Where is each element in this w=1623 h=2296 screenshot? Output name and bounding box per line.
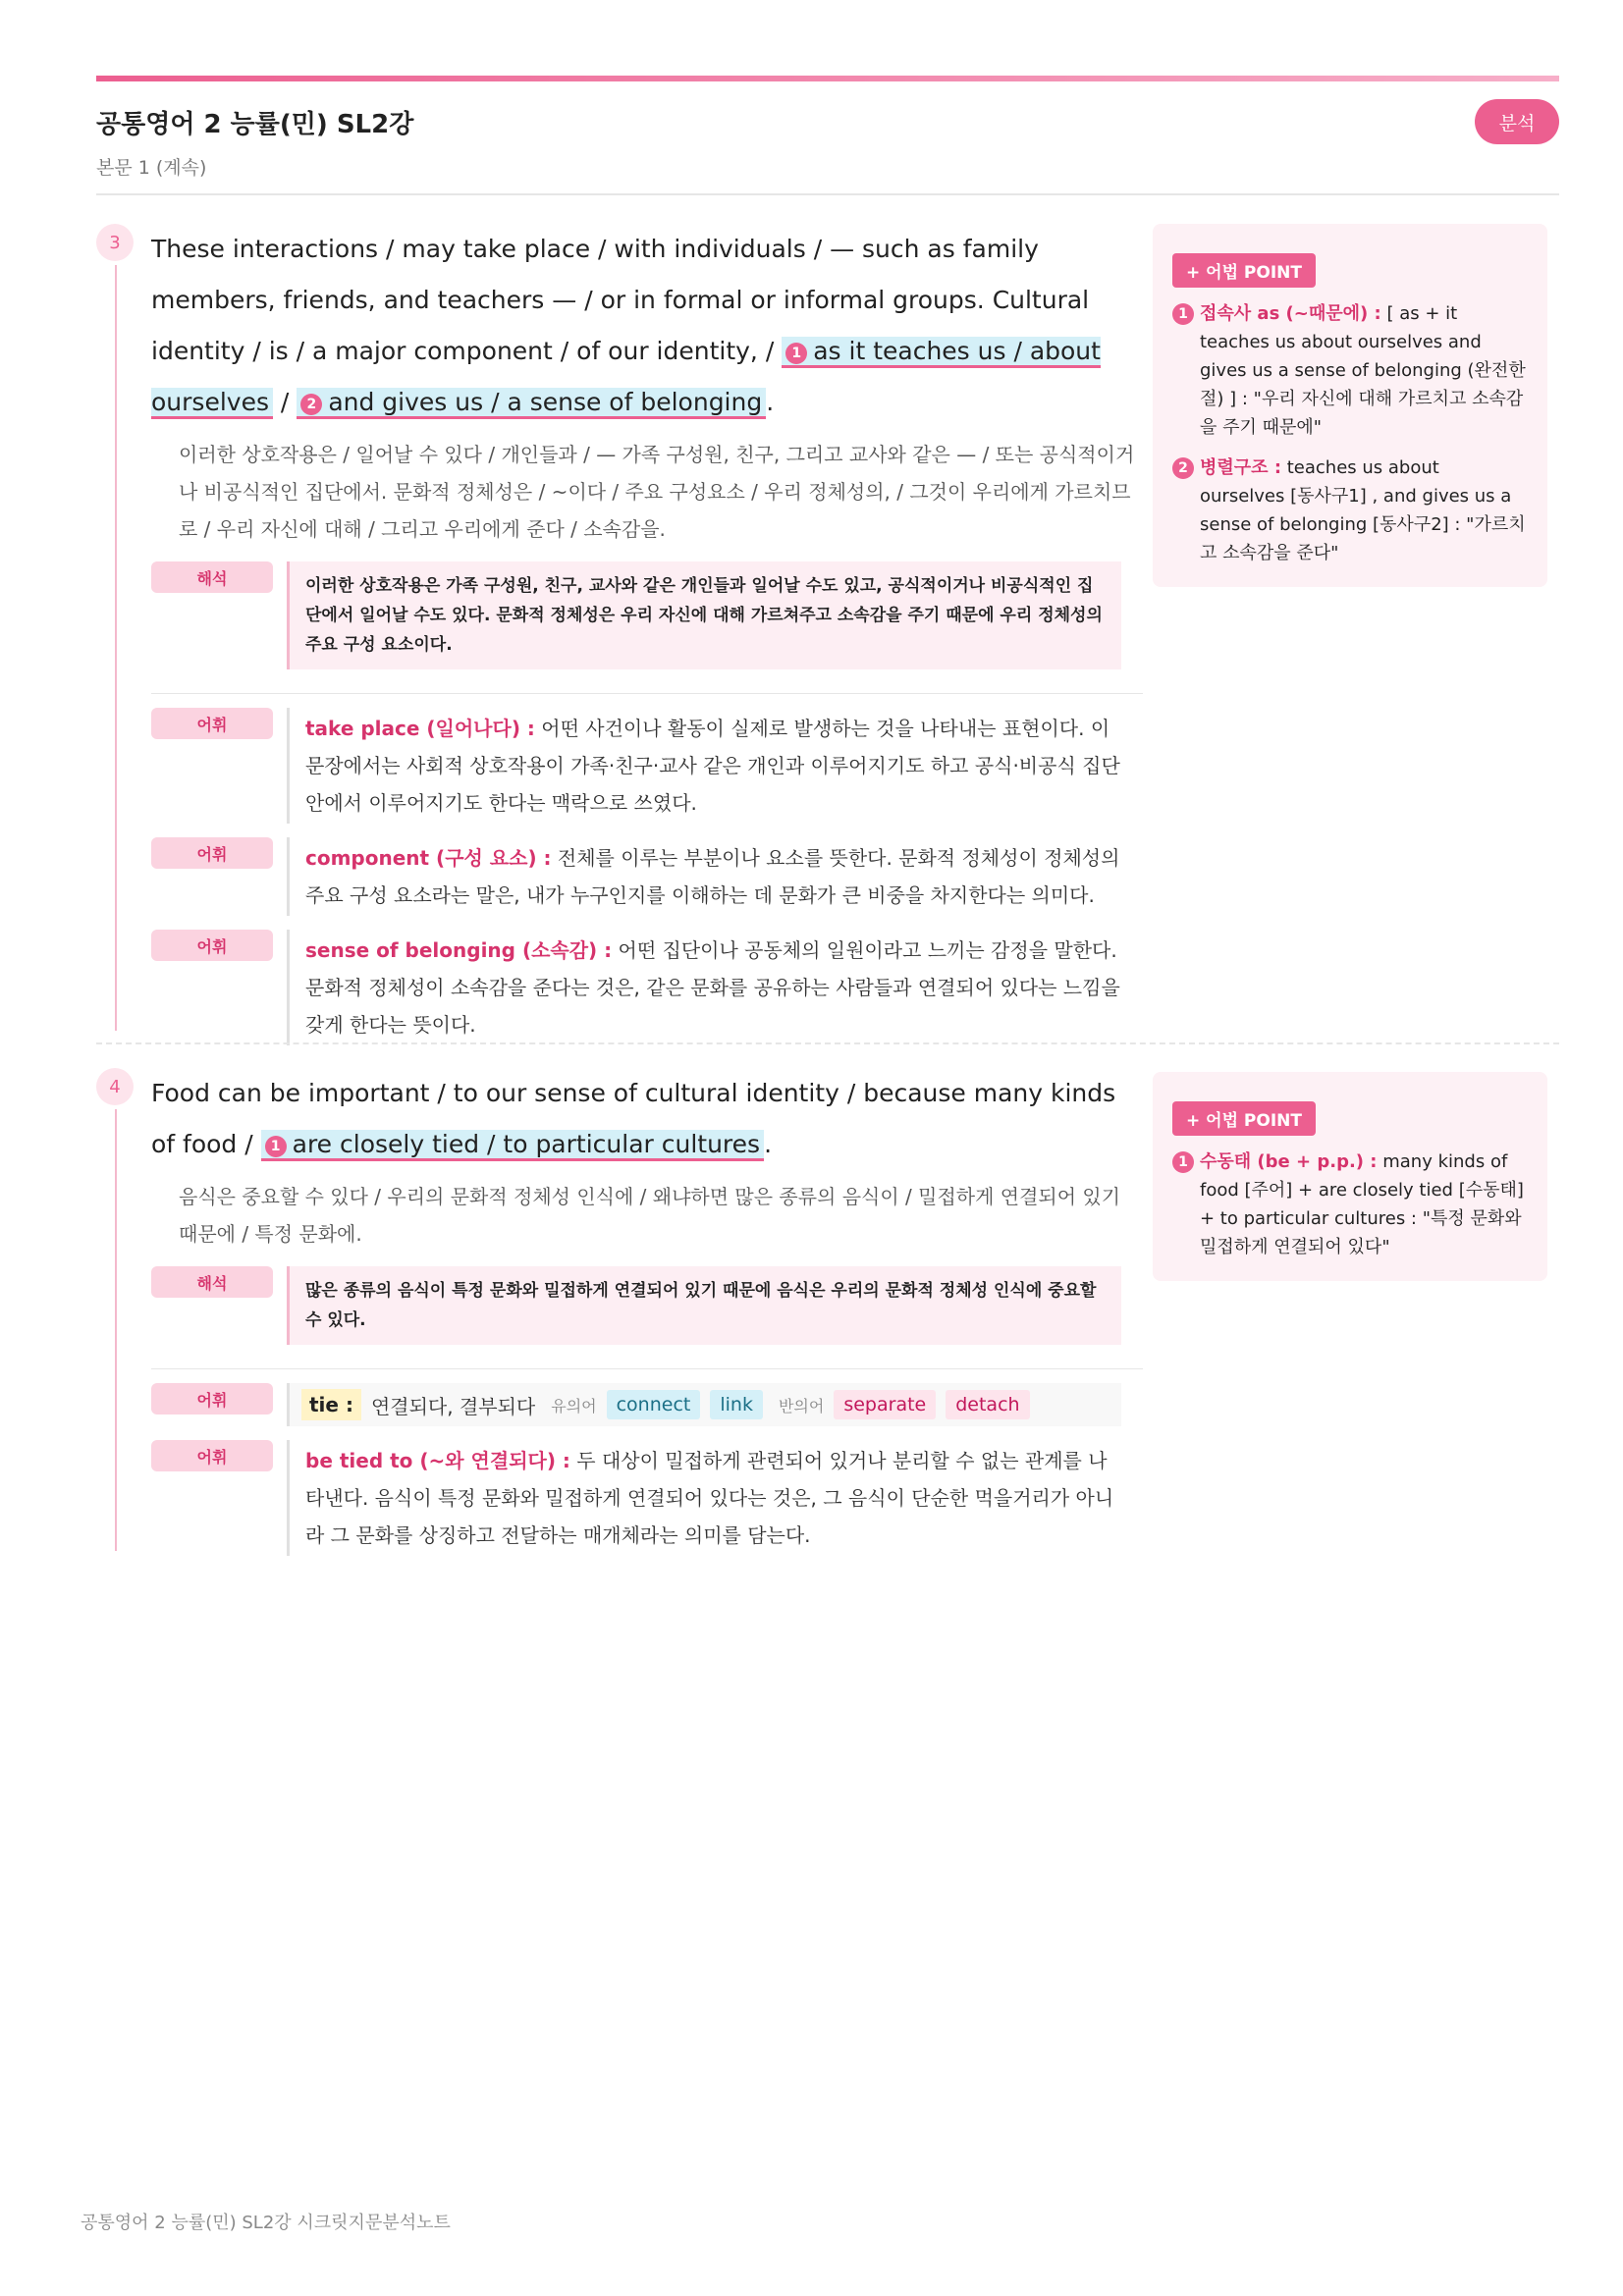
grammar-term: 수동태 (be + p.p.) : (1200, 1151, 1378, 1172)
grammar-desc: [ as + it teaches us about ourselves and gives us a sense of belonging (완전한 절) ] : "우리 자신에 대해 가르치고 소속감을 주기 때문에" (1200, 303, 1526, 438)
vocab-desc: 두 대상이 밀접하게 관련되어 있거나 분리할 수 없는 관계를 나타낸다. 음식이 특정 문화와 밀접하게 연결되어 있다는 것은, 그 음식이 단순한 먹을거리가 아니라 그 문화를 상징하고 전달하는 매개체라는 의미를 담는다. (305, 1449, 1114, 1547)
marker-1: 1 (1172, 303, 1194, 325)
section-line (115, 1109, 117, 1551)
page-footer: 공통영어 2 능률(민) SL2강 시크릿지문분석노트 (81, 2213, 451, 2233)
english-text: These interactions / may take place / with individuals / — such as family members, friends, and teachers — / or in formal or informal groups. Cultural identity / is / a major component / of our identity, / (151, 235, 1090, 365)
page-title: 공통영어 2 능률(민) SL2강 (96, 110, 414, 139)
top-accent-bar (96, 76, 1559, 81)
antonym-chip: separate (834, 1390, 936, 1419)
vocab-desc: 전체를 이루는 부분이나 요소를 뜻한다. 문화적 정체성이 정체성의 주요 구성 요소라는 말은, 내가 누구인지를 이해하는 데 문화가 큰 비중을 차지한다는 의미다. (305, 846, 1120, 907)
vocab-term: be tied to (~와 연결되다) : (305, 1449, 570, 1472)
synonym-label: 유의어 (551, 1396, 597, 1415)
section-number: 3 (96, 224, 134, 261)
section-content (151, 224, 1143, 1045)
marker-2: 2 (1172, 457, 1194, 479)
vocab-row (151, 930, 1143, 1045)
vocab-term: sense of belonging (소속감) : (305, 938, 613, 962)
marker-2: 2 (300, 394, 322, 415)
english-sentence (151, 224, 1143, 428)
vocab-tag: 어휘 (151, 1383, 273, 1415)
vocab-desc: 어떤 집단이나 공동체의 일원이라고 느끼는 감정을 말한다. 문화적 정체성이 소속감을 준다는 것은, 같은 문화를 공유하는 사람들과 연결되어 있다는 느낌을 갖게 한다는 뜻이다. (305, 938, 1120, 1037)
sentence-end: . (766, 388, 775, 416)
vocab-entry (287, 1440, 1121, 1556)
marker-1: 1 (265, 1136, 287, 1157)
grammar-point-box (1153, 224, 1547, 587)
grammar-point-tag: + 어법 POINT (1172, 253, 1316, 288)
antonym-label: 반의어 (778, 1396, 825, 1415)
synonym-box (287, 1383, 1121, 1426)
english-sentence (151, 1068, 1143, 1170)
header-divider (96, 193, 1559, 195)
vocab-entry (287, 708, 1121, 824)
headword: tie : (301, 1389, 361, 1420)
translation-row (151, 1266, 1143, 1345)
grammar-desc: many kinds of food [주어] + are closely tied [수동태] + to particular cultures : "특정 문화와 밀접하게 연결되어 있다" (1200, 1151, 1524, 1257)
grammar-point-item (1172, 299, 1528, 442)
synonym-chip: link (710, 1390, 763, 1419)
vocab-entry (287, 930, 1121, 1045)
english-text: Food can be important / to our sense of cultural identity / because many kinds of food / (151, 1079, 1116, 1158)
vocab-term: component (구성 요소) : (305, 846, 552, 870)
korean-chunk-translation: 이러한 상호작용은 / 일어날 수 있다 / 개인들과 / — 가족 구성원, 친구, 그리고 교사와 같은 — / 또는 공식적이거나 비공식적인 집단에서. 문화적 정체성은 / ~이다 / 주요 구성요소 / 우리 정체성의, / 그것이 우리에게 가르치므로 / 우리 자신에 대해 / 그리고 우리에게 준다 / 소속감을. (179, 443, 1135, 541)
korean-chunk-translation: 음식은 중요할 수 있다 / 우리의 문화적 정체성 인식에 / 왜냐하면 많은 종류의 음식이 / 밀접하게 연결되어 있기 때문에 / 특정 문화에. (179, 1185, 1121, 1246)
vocab-tag: 어휘 (151, 837, 273, 869)
grammar-point-tag: + 어법 POINT (1172, 1101, 1316, 1136)
vocab-term: take place (일어나다) : (305, 717, 535, 740)
section-content (151, 1068, 1143, 1556)
highlight-1 (261, 1130, 764, 1161)
synonym-chip: connect (607, 1390, 701, 1419)
headword-meaning: 연결되다, 결부되다 (370, 1394, 536, 1418)
section-number: 4 (96, 1068, 134, 1105)
section-4 (96, 1068, 1559, 1559)
vocab-row (151, 708, 1143, 824)
vocab-entry (287, 837, 1121, 916)
vocab-desc: 어떤 사건이나 활동이 실제로 발생하는 것을 나타내는 표현이다. 이 문장에서는 사회적 상호작용이 가족·친구·교사 같은 개인과 이루어지기도 하고 공식·비공식 집단 안에서 이루어지기도 한다는 맥락으로 쓰였다. (305, 717, 1120, 815)
translation-tag: 해석 (151, 561, 273, 593)
translation-text: 이러한 상호작용은 가족 구성원, 친구, 교사와 같은 개인들과 일어날 수도 있고, 공식적이거나 비공식적인 집단에서 일어날 수도 있다. 문화적 정체성은 우리 자신에 대해 가르쳐주고 소속감을 주기 때문에 우리 정체성의 주요 구성 요소이다. (287, 561, 1121, 669)
vocab-row (151, 1440, 1143, 1556)
highlight-2-text: and gives us / a sense of belonging (328, 388, 763, 416)
translation-text: 많은 종류의 음식이 특정 문화와 밀접하게 연결되어 있기 때문에 음식은 우리의 문화적 정체성 인식에 중요할 수 있다. (287, 1266, 1121, 1345)
grammar-point-item (1172, 454, 1528, 567)
section-3 (96, 224, 1559, 1037)
divider (151, 1368, 1143, 1369)
grammar-term: 접속사 as (~때문에) : (1200, 303, 1381, 324)
analysis-badge[interactable]: 분석 (1475, 99, 1559, 144)
marker-1: 1 (1172, 1151, 1194, 1173)
synonym-row (151, 1383, 1143, 1426)
section-separator (96, 1042, 1559, 1044)
translation-row (151, 561, 1143, 669)
highlight-1-text: as it teaches us / about ourselves (151, 337, 1101, 416)
highlight-1-text: are closely tied / to particular cultures (292, 1130, 761, 1158)
vocab-row (151, 837, 1143, 916)
grammar-point-item (1172, 1148, 1528, 1261)
divider (151, 693, 1143, 694)
grammar-point-box (1153, 1072, 1547, 1281)
grammar-desc: teaches us about ourselves [동사구1] , and gives us a sense of belonging [동사구2] : "가르치고 소속감을 준다" (1200, 457, 1526, 563)
vocab-tag: 어휘 (151, 930, 273, 961)
section-line (115, 265, 117, 1031)
vocab-tag: 어휘 (151, 1440, 273, 1471)
sentence-end: . (764, 1130, 773, 1158)
translation-tag: 해석 (151, 1266, 273, 1298)
highlight-2 (297, 388, 766, 419)
page-subtitle: 본문 1 (계속) (96, 157, 207, 179)
marker-1: 1 (785, 343, 807, 364)
antonym-chip: detach (946, 1390, 1029, 1419)
separator: / (272, 388, 298, 416)
vocab-tag: 어휘 (151, 708, 273, 739)
grammar-term: 병렬구조 : (1200, 457, 1282, 478)
